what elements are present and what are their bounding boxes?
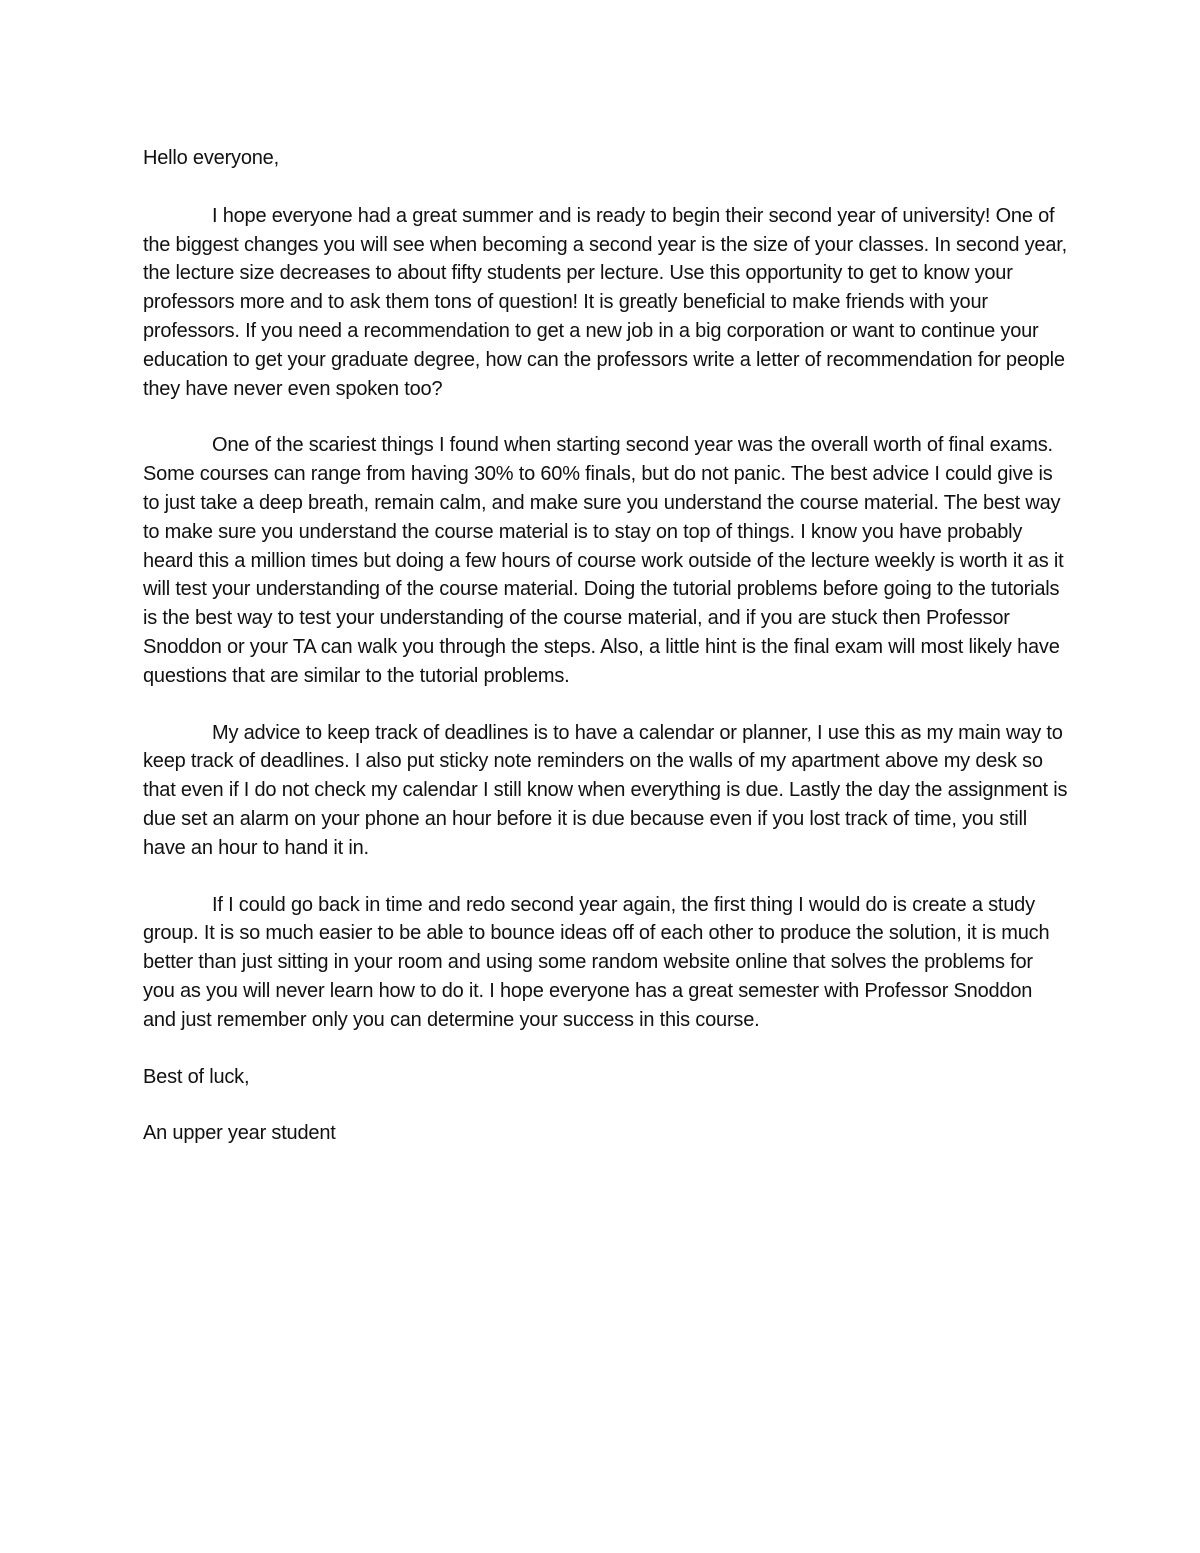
- letter-paragraph-1: I hope everyone had a great summer and is ready to begin their second year of university! One of the biggest changes you will see when becoming a second year is the size of your classes. In second year, the lecture size decreases to about fifty students per lecture. Use this opportunity to get to know your professors more and to ask them tons of question! It is greatly beneficial to make friends with your professors. If you need a recommendation to get a new job in a big corporation or want to continue your education to get your graduate degree, how can the professors write a letter of recommendation for people they have never even spoken too?: [143, 204, 1067, 400]
- letter-paragraph-2: One of the scariest things I found when starting second year was the overall worth of final exams. Some courses can range from having 30% to 60% finals, but do not panic. The best advice I could give is to just take a deep breath, remain calm, and make sure you understand the course material. The best way to make sure you understand the course material is to stay on top of things. I know you have probably heard this a million times but doing a few hours of course work outside of the lecture weekly is worth it as it will test your understanding of the course material. Doing the tutorial problems before going to the tutorials is the best way to test your understanding of the course material, and if you are stuck then Professor Snoddon or your TA can walk you through the steps. Also, a little hint is the final exam will most likely have questions that are similar to the tutorial problems.: [143, 434, 1064, 687]
- letter-paragraph-4: If I could go back in time and redo second year again, the first thing I would do is create a study group. It is so much easier to be able to bounce ideas off of each other to produce the solution, it is much better than just sitting in your room and using some random website online that solves the problems for you as you will never learn how to do it. I hope everyone has a great semester with Professor Snoddon and just remember only you can determine your success in this course.: [143, 893, 1050, 1031]
- letter-body: [143, 144, 1068, 1148]
- spacer: [143, 691, 1068, 719]
- spacer: [143, 403, 1068, 431]
- spacer: [143, 863, 1068, 891]
- spacer: [143, 173, 1068, 202]
- letter-closing: Best of luck,: [143, 1065, 250, 1088]
- spacer: [143, 1091, 1068, 1119]
- letter-signature: An upper year student: [143, 1122, 336, 1145]
- letter-paragraph-3: My advice to keep track of deadlines is to have a calendar or planner, I use this as my main way to keep track of deadlines. I also put sticky note reminders on the walls of my apartment above my desk so that even if I do not check my calendar I still know when everything is due. Lastly the day the assignment is due set an alarm on your phone an hour before it is due because even if you lost track of time, you still have an hour to hand it in.: [143, 721, 1068, 859]
- letter-greeting: Hello everyone,: [143, 147, 279, 169]
- spacer: [143, 1035, 1068, 1063]
